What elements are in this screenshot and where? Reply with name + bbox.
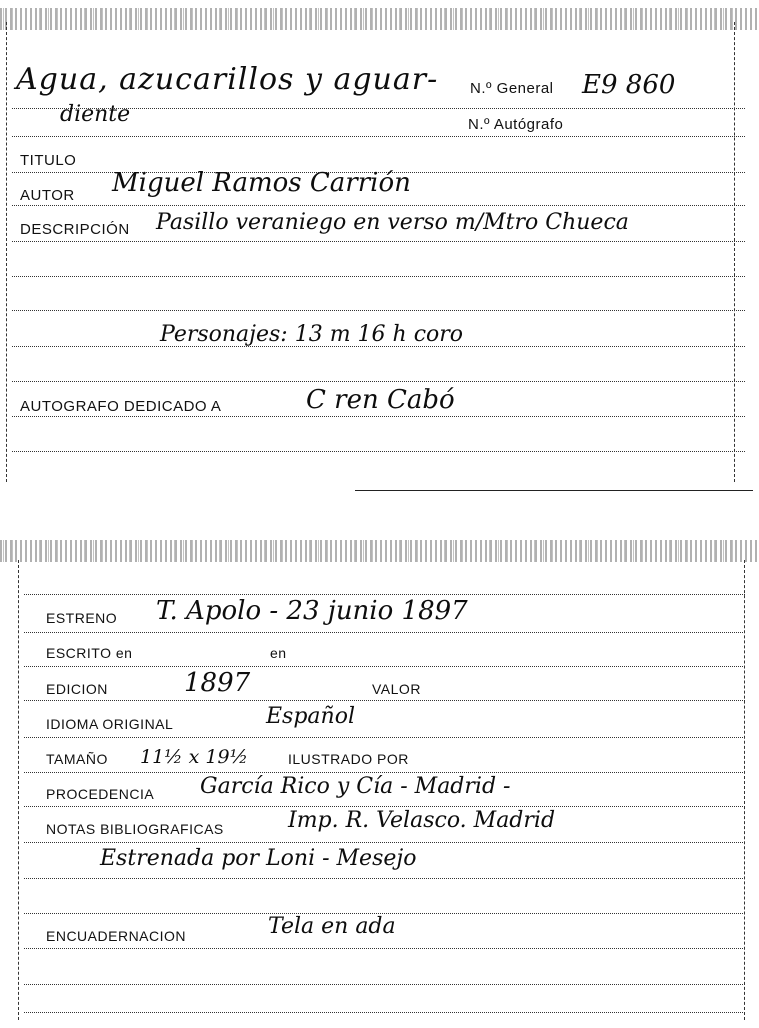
estreno-value: T. Apolo - 23 junio 1897 [156,596,468,626]
rule-line [24,772,745,773]
rule-line [24,984,745,985]
rule-line [12,451,745,452]
rule-line [12,276,745,277]
title-handwritten: Agua, azucarillos y aguar- [16,62,439,97]
tamano-value: 11½ x 19½ [140,746,248,768]
encuadernacion-value: Tela en ada [268,914,396,939]
descripcion-label: DESCRIPCIÓN [20,221,130,238]
notas-value-line2: Estrenada por Loni - Mesejo [100,846,417,871]
rule-line [12,136,745,137]
rule-line [24,632,745,633]
encuadernacion-label: ENCUADERNACION [46,928,187,944]
rule-line [24,700,745,701]
titulo-label: TITULO [20,152,77,169]
scan-noise-strip [0,8,759,30]
idioma-label: IDIOMA ORIGINAL [46,716,174,732]
estreno-label: ESTRENO [46,610,118,626]
ilustrado-label: ILUSTRADO POR [288,751,409,767]
dedicado-value: C ren Cabó [306,385,455,415]
scan-noise-strip [0,540,759,562]
dedicado-label: AUTOGRAFO DEDICADO A [20,398,222,415]
escrito-label: ESCRITO en [46,645,133,661]
valor-label: VALOR [372,681,421,697]
general-number-label: N.º General [470,80,554,97]
edicion-value: 1897 [184,668,251,698]
autor-value: Miguel Ramos Carrión [112,168,411,198]
escrito-en-label: en [270,645,287,661]
rule-line [24,666,745,667]
rule-line [12,416,745,417]
descripcion-value: Pasillo veraniego en verso m/Mtro Chueca [156,210,629,235]
notas-label: NOTAS BIBLIOGRAFICAS [46,821,224,837]
procedencia-value: García Rico y Cía - Madrid - [200,774,511,799]
rule-line [12,381,745,382]
card-right-border [744,560,745,1020]
rule-line [24,878,745,879]
rule-line [12,241,745,242]
card-left-border [6,22,7,482]
rule-line [24,594,745,595]
rule-line [24,948,745,949]
notas-value: Imp. R. Velasco. Madrid [288,808,556,833]
card-left-border [18,560,19,1020]
card-separator-line [355,490,753,491]
tamano-label: TAMAÑO [46,751,108,767]
card-right-border [734,22,735,482]
title-handwritten-line2: diente [60,102,131,127]
autor-label: AUTOR [20,187,75,204]
general-number-value: E9 860 [582,70,676,100]
procedencia-label: PROCEDENCIA [46,786,155,802]
edicion-label: EDICION [46,681,108,697]
rule-line [24,806,745,807]
personajes-value: Personajes: 13 m 16 h coro [160,322,464,347]
rule-line [24,737,745,738]
idioma-value: Español [266,704,355,729]
rule-line [12,205,745,206]
rule-line [24,1012,745,1013]
autograph-number-label: N.º Autógrafo [468,116,564,133]
rule-line [12,310,745,311]
rule-line [24,842,745,843]
